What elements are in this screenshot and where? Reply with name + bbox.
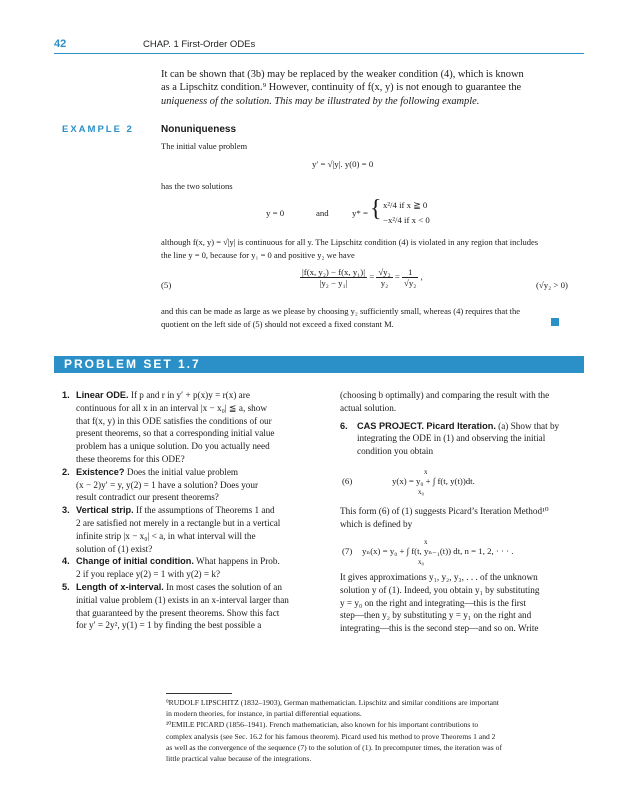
problem-1 (62, 389, 324, 466)
problem-1-num: 1. (62, 390, 70, 400)
intro-paragraph (161, 68, 581, 108)
example-eq1: y′ = √|y|. y(0) = 0 (312, 159, 374, 169)
footnote-9-cont: in modern theories, for instance, in partial differential equations. (166, 709, 362, 719)
page-number: 42 (54, 38, 67, 50)
eq5-right-den: √y₂ (404, 278, 417, 288)
problem-2 (62, 466, 324, 504)
problem-6-line-0: (a) Show that by (498, 420, 560, 431)
footnote-10-cont: complex analysis (see Sec. 16.2 for his famous theorem). Picard used his method to prove Theorems 1 and 2 (166, 731, 496, 741)
eq7-label: (7) (342, 546, 353, 556)
example-intro: The initial value problem (161, 141, 248, 151)
problem-6-head: CAS PROJECT. Picard Iteration. (357, 420, 496, 431)
problem-3-line-1: 2 are satisfied not merely in a rectangle but in a vertical (76, 517, 281, 528)
p6-tail-0: It gives approximations y₁, y₂, y₃, . . . of the unknown (340, 572, 538, 582)
problem-4-num: 4. (62, 556, 70, 567)
example-title: Nonuniqueness (161, 124, 237, 135)
p6-text2a: This form (6) of (1) suggests Picard’s Iteration Method¹⁰ (340, 506, 549, 516)
eq6: y(x) = y₀ + ∫ f(t, y(t))dt. (392, 476, 475, 486)
problem-1-line-5: these theorems for this ODE? (76, 453, 185, 464)
problem-5-head: Length of x-interval. (76, 581, 164, 592)
problem-1-head: Linear ODE. (76, 390, 129, 400)
problem-6-num: 6. (340, 420, 348, 431)
example-text4a: and this can be made as large as we please by choosing y₂ sufficiently small, whereas (4) requires that the (161, 306, 521, 316)
eq5-condition: (√y₂ > 0) (536, 280, 568, 290)
problem-6-line-1: integrating the ODE in (1) and observing the initial (357, 433, 546, 444)
footnote-rule (166, 693, 232, 694)
problem-4 (62, 555, 324, 581)
p6-text2b: which is defined by (340, 519, 413, 529)
problem-5-line-0: In most cases the solution of an (166, 581, 282, 592)
intro-line-3: uniqueness of the solution. This may be illustrated by the following example. (161, 95, 480, 107)
problem-5-line-2: that guaranteed by the present theorems. Show this fact (76, 607, 280, 618)
case-2: −x²/4 if x < 0 (383, 215, 430, 225)
problem-2-line-2: result contradict our present theorems? (76, 492, 219, 503)
cases-brace: { (370, 196, 382, 222)
problem-2-line-1: (x − 2)y′ = y, y(2) = 1 have a solution? Does your (76, 479, 259, 490)
problem-3-head: Vertical strip. (76, 505, 134, 516)
eq7-upper-limit: x (424, 538, 428, 546)
eq6-label: (6) (342, 476, 353, 486)
problem-3 (62, 504, 324, 555)
footnote-10-cont3: little practical value because of the integrations. (166, 754, 312, 764)
problem-4-line-0: What happens in Prob. (196, 556, 280, 567)
problem-1-line-3: present theorems, so that a corresponding initial value (76, 428, 275, 439)
problem-4-line-1: 2 if you replace y(2) = 1 with y(2) = k? (76, 569, 221, 580)
p6-tail (340, 571, 588, 635)
problem-6-line-2: condition you obtain (357, 446, 434, 457)
p6-tail-2: y = y₀ on the right and integrating—this is the first (340, 597, 526, 608)
eq5-left-num: |f(x, y₂) − f(x, y₁)| (302, 267, 365, 277)
solution-zero: y = 0 (266, 208, 285, 218)
p6-tail-1: solution y of (1). Indeed, you obtain y₁ by substituting (340, 584, 540, 595)
problem-5-num: 5. (62, 581, 70, 592)
example-text4b: quotient on the left side of (5) should not exceed a fixed constant M. (161, 319, 394, 329)
problem-1-line-4: problem has a unique solution. Do you actually need (76, 441, 270, 452)
problem-5 (62, 581, 324, 632)
left-column (62, 389, 324, 632)
problem-5-line-3: for y′ = 2y², y(1) = 1 by finding the best possible a (76, 620, 262, 631)
problem-3-line-2: infinite strip |x − x₀| < a, in what interval will the (76, 530, 256, 541)
problem-3-line-3: solution of (1) exist? (76, 543, 153, 554)
header-rule (54, 53, 584, 54)
right-column (340, 389, 588, 458)
eq5-right-fraction (402, 267, 418, 288)
problem-1-line-2: that f(x, y) in this ODE satisfies the conditions of our (76, 415, 272, 426)
eq6-lower-limit: x₀ (418, 488, 424, 496)
p6-tail-3: step—then y₂ by substituting y = y₁ on the right and (340, 610, 532, 621)
right-cont-line-0: (choosing b optimally) and comparing the result with the (340, 390, 550, 400)
example-text2: has the two solutions (161, 181, 233, 191)
eq5-label: (5) (161, 280, 172, 290)
eq5-mid-den: y₂ (380, 278, 389, 288)
problem-1-line-0: If p and r in y′ + p(x)y = r(x) are (130, 390, 250, 400)
eq6-upper-limit: x (424, 468, 428, 476)
example-text3a: although f(x, y) = √|y| is continuous for all y. The Lipschitz condition (4) is violated in any region that includes (161, 237, 539, 247)
footnotes (166, 697, 586, 764)
solution-and: and (316, 208, 329, 218)
eq5: $\frac{\text{|f(x, y₂) − f(x, y₁)|}}{\text{|y₂ − y₁|}}$ = $\frac{\text{√y₂}}{\text{y₂}}$ = $\frac{1}{\text{√y₂}}$ , (302, 267, 423, 288)
example-label: EXAMPLE 2 (62, 124, 134, 135)
intro-line-2: as a Lipschitz condition.⁹ However, continuity of f(x, y) is not enough to guarantee the (161, 82, 522, 94)
eq7: yₙ(x) = y₀ + ∫ f(t, yₙ₋₁(t)) dt, n = 1, 2, · · · . (362, 546, 514, 556)
problem-1-line-1: continuous for all x in an interval |x − x₀| ≦ a, show (76, 402, 267, 413)
problem-2-line-0: Does the initial value problem (126, 466, 239, 477)
problem-3-line-0: If the assumptions of Theorems 1 and (136, 505, 275, 516)
eq5-left-fraction (300, 267, 367, 288)
footnote-10-cont2: as well as the convergence of the sequence (7) to the solution of (1). In precomputer times, the iteration was of (166, 742, 502, 752)
eq5-mid-fraction (376, 267, 392, 288)
p6-tail-4: integrating—this is the second step—and so on. Write (340, 623, 539, 634)
eq5-mid-num: √y₂ (378, 267, 391, 277)
problem-2-head: Existence? (76, 466, 125, 477)
problem-3-num: 3. (62, 505, 70, 516)
footnote-9: ⁹RUDOLF LIPSCHITZ (1832–1903), German mathematician. Lipschitz and similar conditions are important (166, 698, 499, 707)
solution-star-label: y* = (352, 208, 368, 218)
footnote-10: ¹⁰EMILE PICARD (1856–1941). French mathematician, also known for his important contributions to (166, 720, 479, 730)
end-of-example-marker (551, 318, 559, 326)
eq7-lower-limit: x₀ (418, 558, 424, 566)
case-1: x²/4 if x ≧ 0 (383, 200, 428, 210)
example-text3b: the line y = 0, because for y₁ = 0 and positive y₂ we have (161, 250, 355, 260)
chapter-header: CHAP. 1 First-Order ODEs (143, 39, 256, 50)
problem-5-line-1: initial value problem (1) exists in an x-interval larger than (76, 594, 289, 605)
right-cont-line-1: actual solution. (340, 402, 397, 413)
eq5-left-den: |y₂ − y₁| (319, 278, 348, 288)
eq5-right-num: 1 (402, 267, 418, 278)
problem-6 (340, 420, 588, 458)
problem-set-title: PROBLEM SET 1.7 (64, 357, 201, 371)
problem-4-head: Change of initial condition. (76, 556, 194, 567)
problem-2-num: 2. (62, 466, 70, 477)
intro-line-1: It can be shown that (3b) may be replaced by the weaker condition (4), which is known (161, 69, 524, 80)
